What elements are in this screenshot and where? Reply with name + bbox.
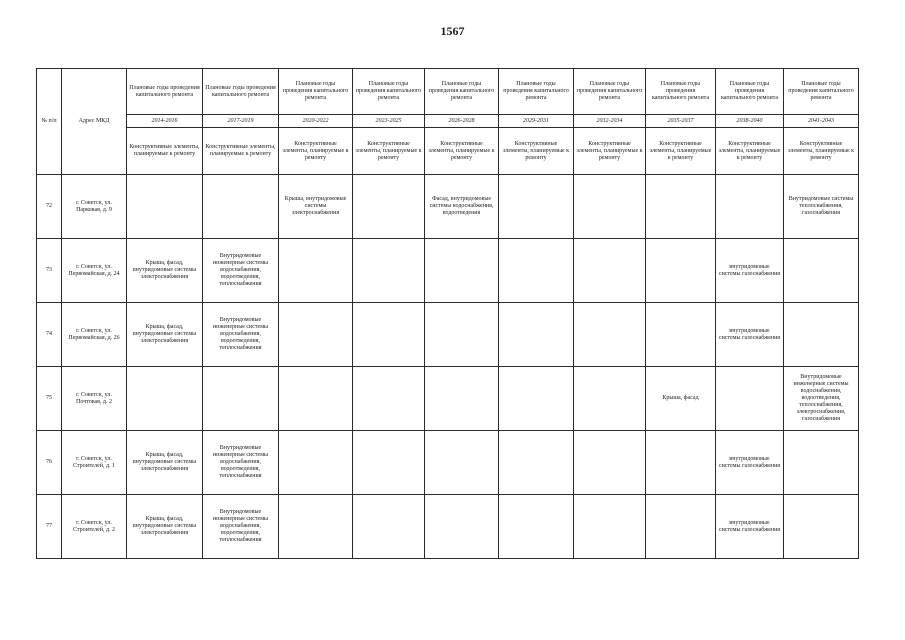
repair-cell	[784, 495, 859, 559]
header-row-titles	[37, 69, 859, 115]
repair-cell	[574, 431, 646, 495]
repair-cell	[279, 303, 353, 367]
row-number: 73	[37, 239, 62, 303]
header-address: Адрес МКД	[62, 69, 127, 175]
table-row	[37, 303, 859, 367]
repair-cell: Крыша, фасад, внутридомовые системы электроснабжения	[127, 239, 203, 303]
repair-cell: Внутридомовые инженерные системы водоснабжения, водоотведения, теплоснабжения	[203, 303, 279, 367]
elements-label: Конструктивные элементы, планируемые к ремонту	[574, 128, 646, 175]
row-address: г. Советск, ул. Парковая, д. 9	[62, 175, 127, 239]
repair-cell: внутридомовые системы газоснабжения	[716, 303, 784, 367]
repair-cell	[425, 303, 499, 367]
repair-cell: Внутридомовые инженерные системы водоснабжения, водоотведения, теплоснабжения, электроснабжения, газоснабжения	[784, 367, 859, 431]
period-years: 2026-2028	[425, 115, 499, 128]
table-row	[37, 239, 859, 303]
repair-cell	[353, 431, 425, 495]
row-number: 77	[37, 495, 62, 559]
period-title: Плановые годы проведения капитального ремонта	[646, 69, 716, 115]
period-title: Плановые годы проведения капитального ремонта	[425, 69, 499, 115]
repair-cell	[574, 495, 646, 559]
period-title: Плановые годы проведения капитального ремонта	[784, 69, 859, 115]
repair-cell	[279, 495, 353, 559]
repair-cell	[499, 303, 574, 367]
repair-cell	[353, 175, 425, 239]
repair-cell: Крыша, фасад	[646, 367, 716, 431]
period-title: Плановые годы проведения капитального ремонта	[574, 69, 646, 115]
period-years: 2020-2022	[279, 115, 353, 128]
repair-cell	[127, 367, 203, 431]
elements-label: Конструктивные элементы, планируемые к ремонту	[646, 128, 716, 175]
repair-cell: Внутридомовые инженерные системы водоснабжения, водоотведения, теплоснабжения	[203, 431, 279, 495]
repair-cell	[574, 367, 646, 431]
repair-cell: Внутридомовые инженерные системы водоснабжения, водоотведения, теплоснабжения	[203, 239, 279, 303]
repair-cell: Внутридомовые системы теплоснабжения, газоснабжения	[784, 175, 859, 239]
row-address: г. Советск, ул. Строителей, д. 1	[62, 431, 127, 495]
repair-cell	[574, 303, 646, 367]
table-row	[37, 431, 859, 495]
repair-cell	[646, 303, 716, 367]
row-address: г. Советск, ул. Первомайская, д. 24	[62, 239, 127, 303]
elements-label: Конструктивные элементы, планируемые к ремонту	[499, 128, 574, 175]
repair-cell: Крыша, фасад, внутридомовые системы электроснабжения	[127, 431, 203, 495]
repair-cell	[499, 431, 574, 495]
repair-cell	[203, 175, 279, 239]
repair-cell	[279, 367, 353, 431]
repair-cell	[353, 239, 425, 303]
repair-cell	[279, 431, 353, 495]
period-title: Плановые годы проведения капитального ремонта	[716, 69, 784, 115]
repair-cell	[499, 495, 574, 559]
period-title: Плановые годы проведения капитального ремонта	[203, 69, 279, 115]
repair-cell: Крыша, фасад, внутридомовые системы электроснабжения	[127, 303, 203, 367]
repair-cell	[574, 175, 646, 239]
repair-cell: внутридомовые системы газоснабжения	[716, 495, 784, 559]
repair-cell	[646, 495, 716, 559]
repair-cell	[716, 175, 784, 239]
page-number: 1567	[440, 24, 465, 38]
elements-label: Конструктивные элементы, планируемые к ремонту	[784, 128, 859, 175]
repair-cell	[425, 495, 499, 559]
row-address: г. Советск, ул. Первомайская, д. 26	[62, 303, 127, 367]
repair-cell: Внутридомовые инженерные системы водоснабжения, водоотведения, теплоснабжения	[203, 495, 279, 559]
repair-cell	[203, 367, 279, 431]
header-num: № п/п	[37, 69, 62, 175]
header-row-elements	[37, 128, 859, 175]
elements-label: Конструктивные элементы, планируемые к ремонту	[425, 128, 499, 175]
period-years: 2014-2016	[127, 115, 203, 128]
period-title: Плановые годы проведения капитального ремонта	[499, 69, 574, 115]
repair-cell	[784, 239, 859, 303]
repair-cell	[646, 431, 716, 495]
row-number: 75	[37, 367, 62, 431]
repair-cell	[425, 239, 499, 303]
table-row	[37, 367, 859, 431]
elements-label: Конструктивные элементы, планируемые к ремонту	[279, 128, 353, 175]
repair-cell	[499, 367, 574, 431]
period-years: 2038-2040	[716, 115, 784, 128]
elements-label: Конструктивные элементы, планируемые к ремонту	[127, 128, 203, 175]
period-years: 2023-2025	[353, 115, 425, 128]
header-row-years	[37, 115, 859, 128]
row-number: 72	[37, 175, 62, 239]
repair-cell	[716, 367, 784, 431]
repair-cell: внутридомовые системы газоснабжения	[716, 239, 784, 303]
period-years: 2032-2034	[574, 115, 646, 128]
row-address: г. Советск, ул. Почтовая, д. 2	[62, 367, 127, 431]
elements-label: Конструктивные элементы, планируемые к ремонту	[203, 128, 279, 175]
repair-cell	[425, 367, 499, 431]
repair-cell	[784, 303, 859, 367]
repair-cell	[353, 495, 425, 559]
table-row	[37, 495, 859, 559]
period-years: 2029-2031	[499, 115, 574, 128]
repair-cell	[353, 367, 425, 431]
period-years: 2035-2037	[646, 115, 716, 128]
repair-cell	[279, 239, 353, 303]
row-number: 74	[37, 303, 62, 367]
period-title: Плановые годы проведения капитального ремонта	[353, 69, 425, 115]
period-years: 2017-2019	[203, 115, 279, 128]
repair-cell	[353, 303, 425, 367]
repair-cell: внутридомовые системы газоснабжения	[716, 431, 784, 495]
repair-cell: Крыша, фасад, внутридомовые системы электроснабжения	[127, 495, 203, 559]
repair-schedule-table	[36, 68, 859, 559]
row-number: 76	[37, 431, 62, 495]
repair-cell	[784, 431, 859, 495]
elements-label: Конструктивные элементы, планируемые к ремонту	[716, 128, 784, 175]
period-years: 2041-2043	[784, 115, 859, 128]
repair-cell	[646, 239, 716, 303]
repair-cell	[646, 175, 716, 239]
repair-cell	[499, 239, 574, 303]
elements-label: Конструктивные элементы, планируемые к ремонту	[353, 128, 425, 175]
period-title: Плановые годы проведения капитального ремонта	[279, 69, 353, 115]
row-address: г. Советск, ул. Строителей, д. 2	[62, 495, 127, 559]
repair-cell	[127, 175, 203, 239]
repair-cell	[574, 239, 646, 303]
repair-cell	[499, 175, 574, 239]
repair-cell	[425, 431, 499, 495]
repair-cell: Крыша, внутридомовые системы электроснабжения	[279, 175, 353, 239]
period-title: Плановые годы проведения капитального ремонта	[127, 69, 203, 115]
table-row	[37, 175, 859, 239]
repair-cell: Фасад, внутридомовые системы водоснабжения, водоотведения	[425, 175, 499, 239]
